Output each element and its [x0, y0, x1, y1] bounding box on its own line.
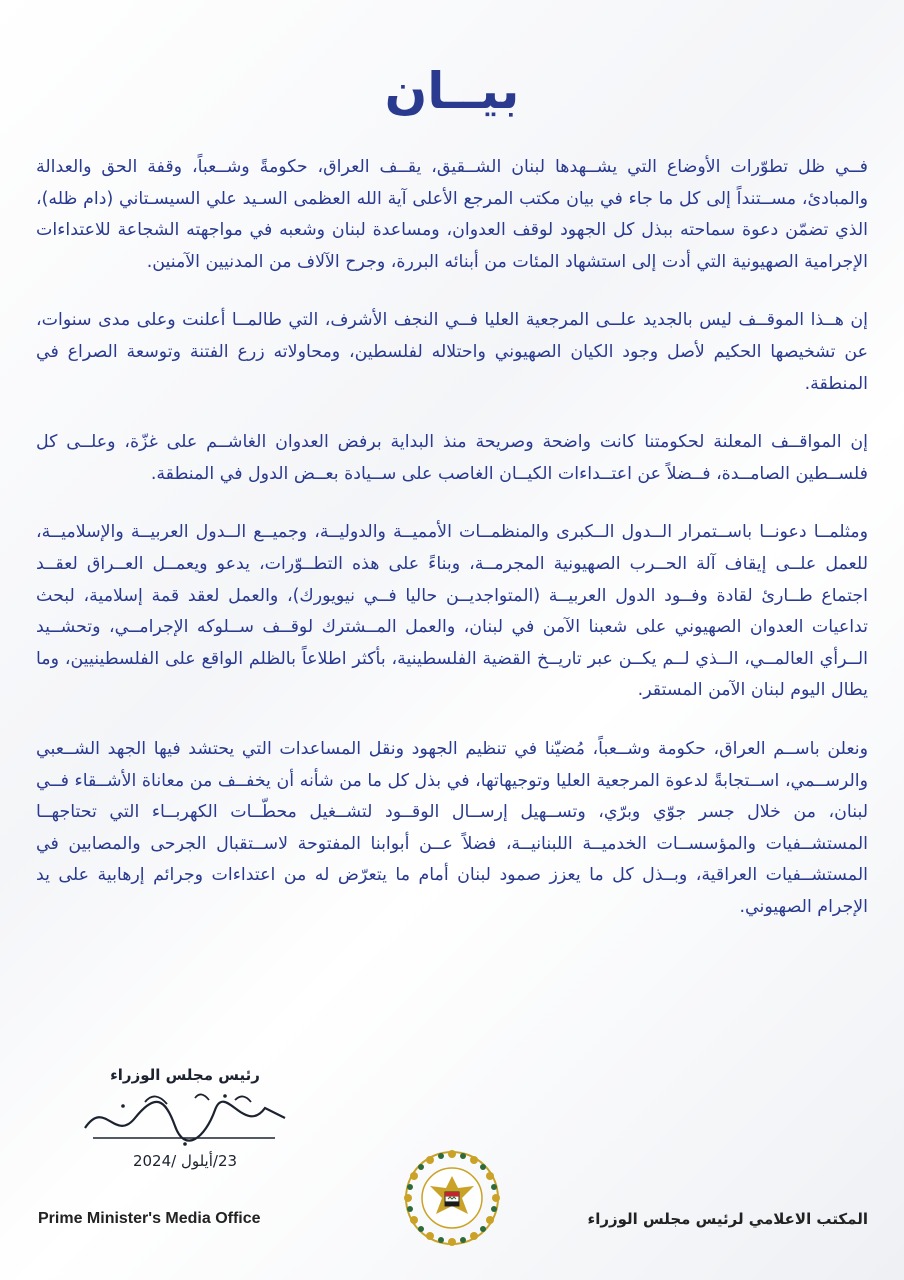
paragraph: إن هــذا الموقــف ليس بالجديد علــى المرجعية العليا فــي النجف الأشرف، التي طالمــا أعلنت وعلى مدى سنوات، عن تشخيصها الحكيم لأصل وجود الكيان الصهيوني واحتلاله لفلسطين، ومحاولاته زرع الفتنة وتوسعة الصراع في المنطقة. — [36, 310, 868, 394]
handwritten-signature — [75, 1088, 295, 1150]
footer-english-office: Prime Minister's Media Office — [38, 1210, 261, 1227]
iraq-emblem-icon — [402, 1148, 502, 1248]
paragraph: ومثلمــا دعونــا باســتمرار الــدول الــكبرى والمنظمــات الأمميــة والدوليــة، وجميــع الــدول العربيــة والإسلاميــة، للعمل علــى إيقاف آلة الحــرب الصهيونية المجرمــة، وبناءً على هذه التطــوّرات، يدعو ويعمــل العــراق لعقــد اجتماع طــارئ لقادة وفــود الدول العربيــة (المتواجديــن حاليا فــي نيويورك)، والعمل لعقد قمة إسلامية، لبحث تداعيات العدوان الصهيوني على شعبنا الآمن في لبنان، والعمل المــشترك لوقــف ســلوكه الإجرامــي، وتحشــيد الــرأي العالمــي، الــذي لــم يكــن عبر تاريــخ القضية الفلسطينية، بأكثر اطلاعاً بالظلم الواقع على الفلسطينيين، وما يطال اليوم لبنان الآمن المستقر. — [36, 522, 868, 701]
statement-body — [36, 152, 868, 950]
statement-date: 23/أيلول /2024 — [132, 1152, 238, 1170]
footer-arabic-office: المكتب الاعلامي لرئيس مجلس الوزراء — [587, 1210, 868, 1228]
paragraph: فــي ظل تطوّرات الأوضاع التي يشــهدها لبنان الشــقيق، يقــف العراق، حكومةً وشــعباً، وقفة الحق والعدالة والمبادئ، مســتنداً إلى كل ما جاء في بيان مكتب المرجع الأعلى آية الله العظمى السـيد علي السيسـتاني (دام ظله)، الذي تضمّن دعوة سماحته ببذل كل الجهود لوقف العدوان، ومساعدة لبنان وشعبه في مواجهته الشجاعة للاعتداءات الإجرامية الصهيونية التي أدت إلى استشهاد المئات من أبنائه البررة، وجرح الآلاف من المدنيين الآمنين. — [36, 157, 868, 272]
paragraph: إن المواقــف المعلنة لحكومتنا كانت واضحة وصريحة منذ البداية برفض العدوان الغاشــم على غزّة، وعلــى كل فلســطين الصامــدة، فــضلاً عن اعتــداءات الكيــان الغاصب على ســيادة بعــض الدول في المنطقة. — [36, 432, 868, 484]
document-title: بيــان — [384, 62, 520, 120]
signature-block — [70, 1066, 300, 1170]
signatory-title: رئيس مجلس الوزراء — [110, 1066, 260, 1084]
paragraph: ونعلن باســم العراق، حكومة وشــعباً، مُضيّنا في تنظيم الجهود ونقل المساعدات التي يحتشد فيها الجهد الشــعبي والرســمي، اســتجابةً لدعوة المرجعية العليا وتوجيهاتها، في بذل كل ما من شأنه أن يخفــف من معاناة الأشــقاء فــي لبنان، من خلال جسر جوّي وبرّي، وتســهيل إرســال الوقــود لتشــغيل محطّــات الكهربــاء التي تحتاجهــا المستشــفيات والمؤسســات الخدميــة اللبنانيــة، فضلاً عــن أبوابنا المفتوحة لاســتقبال الجرحى والمصابين في المستشــفيات العراقية، وبــذل كل ما يعزز صمود لبنان أمام ما يتعرّض له من اعتداءات وجرائم إرهابية على يد الإجرام الصهيوني. — [36, 738, 868, 917]
